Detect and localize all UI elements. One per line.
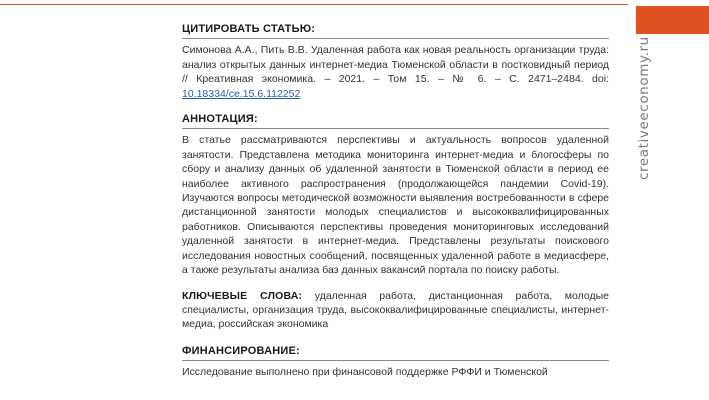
cite-text (182, 43, 609, 101)
keywords-text (182, 289, 609, 332)
abstract-text: В статье рассматриваются перспективы и актуальность вопросов удаленной занятости. Представлена методика мониторинга интернет-медиа и блогосферы по сбору и анализу данных об удаленной занятости в Тюменской области в период ее наиболее активного распространения (продолжающейся пандемии Covid-19). Изучаются вопросы методической возможности выявления востребованности в сфере дистанционной занятости молодых специалистов и высококвалифицированных работников. Описываются перспективы проведения мониторинговых исследований удаленной занятости в интернет-медиа. Представлены результаты поискового исследования новостных сообщений, посвященных удаленной работе в медиасфере, а также результаты анализа баз данных вакансий портала по поиску работы. (182, 134, 609, 277)
abstract-heading: АННОТАЦИЯ: (182, 112, 609, 129)
keywords-section (182, 289, 609, 332)
funding-section (182, 344, 609, 380)
article-meta (182, 22, 609, 391)
top-rule (0, 4, 628, 5)
keywords-list: удаленная работа, дистанционная работа, молодые специалисты, организация труда, высококвалифицированные специалисты, интернет-медиа, российская экономика (182, 289, 609, 331)
site-name-label: creativeeconomy.ru (636, 36, 652, 180)
doi-link[interactable]: 10.18334/ce.15.6.112252 (182, 87, 301, 100)
cite-body: Симонова А.А., Пить В.В. Удаленная работа как новая реальность организации труда: анализ открытых данных интернет-медиа Тюменской области в постковидный период // Креативная экономика. – 2021. – Том 15. – № 6. – С. 2471–2484. doi: (182, 44, 609, 86)
cite-heading: ЦИТИРОВАТЬ СТАТЬЮ: (182, 22, 609, 39)
funding-heading: ФИНАНСИРОВАНИЕ: (182, 344, 609, 361)
keywords-label: КЛЮЧЕВЫЕ СЛОВА: (182, 289, 303, 302)
funding-text: Исследование выполнено при финансовой поддержке РФФИ и Тюменской (182, 366, 548, 379)
abstract-section (182, 112, 609, 277)
orange-tab (636, 6, 709, 34)
cite-section (182, 22, 609, 101)
